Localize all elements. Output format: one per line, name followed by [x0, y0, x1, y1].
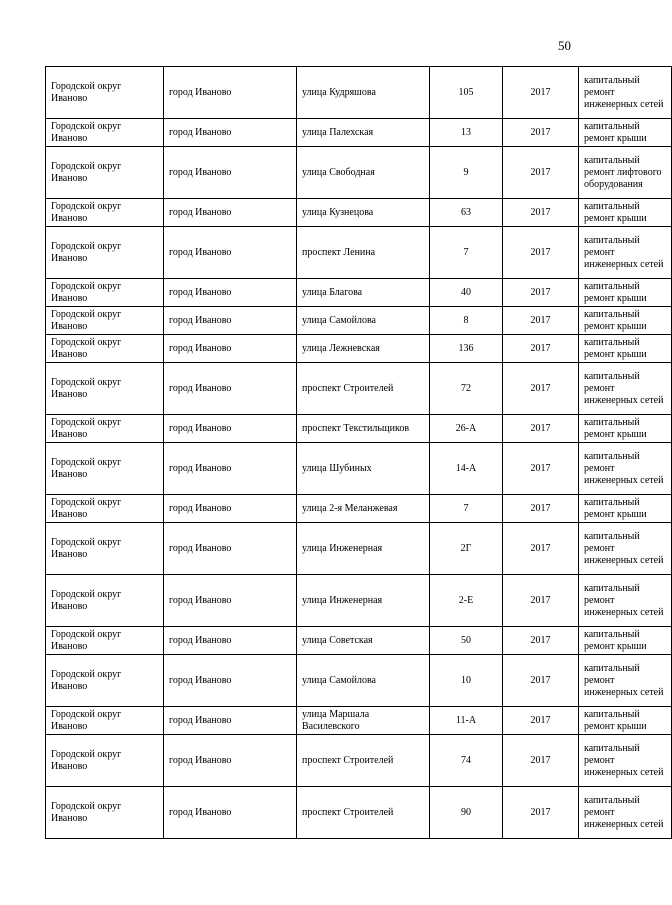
table-row [46, 735, 672, 787]
street-cell: улица Благова [297, 279, 430, 307]
house-number-cell: 63 [430, 199, 503, 227]
municipality-cell: Городской округ Иваново [46, 787, 164, 839]
city-cell: город Иваново [164, 119, 297, 147]
work-type-cell: капитальный ремонт инженерных сетей [579, 443, 672, 495]
house-number-cell: 7 [430, 495, 503, 523]
work-type-cell: капитальный ремонт инженерных сетей [579, 655, 672, 707]
street-cell: улица Шубиных [297, 443, 430, 495]
city-cell: город Иваново [164, 627, 297, 655]
municipality-cell: Городской округ Иваново [46, 415, 164, 443]
work-type-cell: капитальный ремонт инженерных сетей [579, 575, 672, 627]
street-cell: проспект Строителей [297, 363, 430, 415]
year-cell: 2017 [503, 735, 579, 787]
municipality-cell: Городской округ Иваново [46, 575, 164, 627]
table-row [46, 335, 672, 363]
municipality-cell: Городской округ Иваново [46, 199, 164, 227]
table-row [46, 787, 672, 839]
year-cell: 2017 [503, 495, 579, 523]
year-cell: 2017 [503, 199, 579, 227]
table-row [46, 227, 672, 279]
house-number-cell: 2-Е [430, 575, 503, 627]
house-number-cell: 90 [430, 787, 503, 839]
work-type-cell: капитальный ремонт крыши [579, 707, 672, 735]
municipality-cell: Городской округ Иваново [46, 279, 164, 307]
municipality-cell: Городской округ Иваново [46, 735, 164, 787]
table-row [46, 119, 672, 147]
work-type-cell: капитальный ремонт лифтового оборудования [579, 147, 672, 199]
work-type-cell: капитальный ремонт крыши [579, 307, 672, 335]
municipality-cell: Городской округ Иваново [46, 523, 164, 575]
table-row [46, 67, 672, 119]
work-type-cell: капитальный ремонт крыши [579, 415, 672, 443]
year-cell: 2017 [503, 363, 579, 415]
table-row [46, 627, 672, 655]
street-cell: улица Самойлова [297, 655, 430, 707]
city-cell: город Иваново [164, 735, 297, 787]
work-type-cell: капитальный ремонт крыши [579, 335, 672, 363]
municipality-cell: Городской округ Иваново [46, 627, 164, 655]
city-cell: город Иваново [164, 67, 297, 119]
city-cell: город Иваново [164, 495, 297, 523]
street-cell: проспект Строителей [297, 787, 430, 839]
page-number: 50 [558, 38, 571, 53]
table-row [46, 443, 672, 495]
year-cell: 2017 [503, 523, 579, 575]
house-number-cell: 40 [430, 279, 503, 307]
house-number-cell: 11-А [430, 707, 503, 735]
year-cell: 2017 [503, 787, 579, 839]
table-row [46, 523, 672, 575]
street-cell: улица Советская [297, 627, 430, 655]
table-row [46, 655, 672, 707]
street-cell: проспект Строителей [297, 735, 430, 787]
year-cell: 2017 [503, 227, 579, 279]
street-cell: улица Свободная [297, 147, 430, 199]
city-cell: город Иваново [164, 655, 297, 707]
year-cell: 2017 [503, 655, 579, 707]
year-cell: 2017 [503, 707, 579, 735]
work-type-cell: капитальный ремонт инженерных сетей [579, 735, 672, 787]
street-cell: улица 2-я Меланжевая [297, 495, 430, 523]
table-row [46, 363, 672, 415]
municipality-cell: Городской округ Иваново [46, 119, 164, 147]
municipality-cell: Городской округ Иваново [46, 67, 164, 119]
city-cell: город Иваново [164, 523, 297, 575]
house-number-cell: 2Г [430, 523, 503, 575]
municipality-cell: Городской округ Иваново [46, 147, 164, 199]
municipality-cell: Городской округ Иваново [46, 655, 164, 707]
house-number-cell: 136 [430, 335, 503, 363]
city-cell: город Иваново [164, 707, 297, 735]
year-cell: 2017 [503, 415, 579, 443]
city-cell: город Иваново [164, 147, 297, 199]
table-row [46, 707, 672, 735]
table-body [46, 67, 672, 839]
municipality-cell: Городской округ Иваново [46, 307, 164, 335]
table-row [46, 415, 672, 443]
city-cell: город Иваново [164, 415, 297, 443]
street-cell: улица Кудряшова [297, 67, 430, 119]
table-row [46, 147, 672, 199]
municipality-cell: Городской округ Иваново [46, 707, 164, 735]
year-cell: 2017 [503, 279, 579, 307]
street-cell: проспект Ленина [297, 227, 430, 279]
work-type-cell: капитальный ремонт крыши [579, 119, 672, 147]
work-type-cell: капитальный ремонт инженерных сетей [579, 227, 672, 279]
street-cell: улица Инженерная [297, 575, 430, 627]
municipality-cell: Городской округ Иваново [46, 335, 164, 363]
year-cell: 2017 [503, 575, 579, 627]
city-cell: город Иваново [164, 363, 297, 415]
city-cell: город Иваново [164, 335, 297, 363]
city-cell: город Иваново [164, 279, 297, 307]
house-number-cell: 9 [430, 147, 503, 199]
street-cell: улица Палехская [297, 119, 430, 147]
work-type-cell: капитальный ремонт крыши [579, 627, 672, 655]
table-row [46, 495, 672, 523]
street-cell: улица Инженерная [297, 523, 430, 575]
house-number-cell: 8 [430, 307, 503, 335]
municipality-cell: Городской округ Иваново [46, 363, 164, 415]
street-cell: проспект Текстильщиков [297, 415, 430, 443]
work-type-cell: капитальный ремонт крыши [579, 279, 672, 307]
house-number-cell: 50 [430, 627, 503, 655]
table-row [46, 307, 672, 335]
table-row [46, 575, 672, 627]
house-number-cell: 74 [430, 735, 503, 787]
street-cell: улица Лежневская [297, 335, 430, 363]
table-row [46, 199, 672, 227]
year-cell: 2017 [503, 307, 579, 335]
work-type-cell: капитальный ремонт крыши [579, 495, 672, 523]
year-cell: 2017 [503, 335, 579, 363]
house-number-cell: 105 [430, 67, 503, 119]
year-cell: 2017 [503, 443, 579, 495]
work-type-cell: капитальный ремонт инженерных сетей [579, 523, 672, 575]
municipality-cell: Городской округ Иваново [46, 227, 164, 279]
work-type-cell: капитальный ремонт инженерных сетей [579, 787, 672, 839]
house-number-cell: 26-А [430, 415, 503, 443]
street-cell: улица Маршала Василевского [297, 707, 430, 735]
street-cell: улица Кузнецова [297, 199, 430, 227]
house-number-cell: 14-А [430, 443, 503, 495]
work-type-cell: капитальный ремонт инженерных сетей [579, 67, 672, 119]
municipality-cell: Городской округ Иваново [46, 443, 164, 495]
city-cell: город Иваново [164, 443, 297, 495]
city-cell: город Иваново [164, 575, 297, 627]
year-cell: 2017 [503, 119, 579, 147]
house-number-cell: 7 [430, 227, 503, 279]
city-cell: город Иваново [164, 227, 297, 279]
city-cell: город Иваново [164, 307, 297, 335]
repair-table [45, 66, 672, 839]
house-number-cell: 13 [430, 119, 503, 147]
work-type-cell: капитальный ремонт инженерных сетей [579, 363, 672, 415]
year-cell: 2017 [503, 67, 579, 119]
house-number-cell: 10 [430, 655, 503, 707]
year-cell: 2017 [503, 147, 579, 199]
year-cell: 2017 [503, 627, 579, 655]
city-cell: город Иваново [164, 199, 297, 227]
city-cell: город Иваново [164, 787, 297, 839]
house-number-cell: 72 [430, 363, 503, 415]
street-cell: улица Самойлова [297, 307, 430, 335]
table-row [46, 279, 672, 307]
work-type-cell: капитальный ремонт крыши [579, 199, 672, 227]
municipality-cell: Городской округ Иваново [46, 495, 164, 523]
